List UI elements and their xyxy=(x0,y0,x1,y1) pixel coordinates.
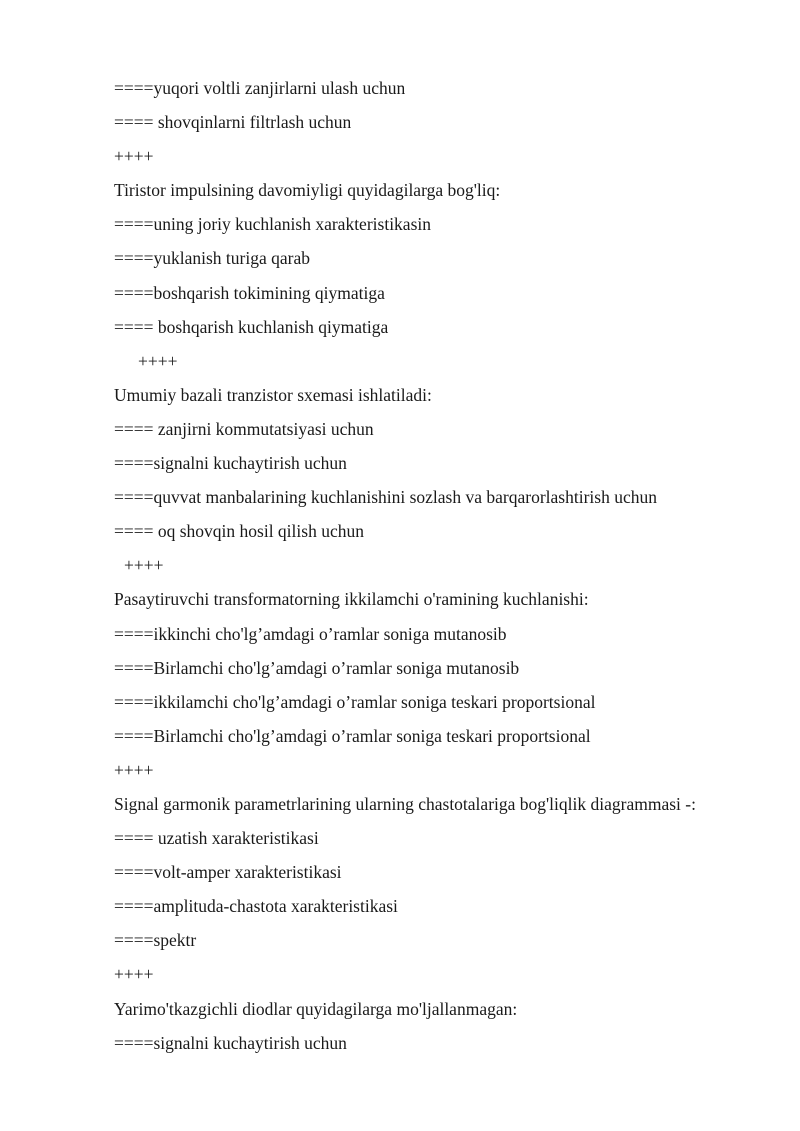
answer-option: ====ikkinchi cho'lg’amdagi o’ramlar soniga mutanosib xyxy=(114,623,507,644)
answer-option: ====yuqori voltli zanjirlarni ulash uchun xyxy=(114,78,406,98)
answer-option: ==== oq shovqin hosil qilish uchun xyxy=(114,521,364,542)
answer-option: ====volt-amper xarakteristikasi xyxy=(114,862,342,883)
question-text: Umumiy bazali tranzistor sxemasi ishlatiladi: xyxy=(114,384,432,405)
answer-option: ====ikkilamchi cho'lg’amdagi o’ramlar soniga teskari proportsional xyxy=(114,691,596,712)
answer-option: ==== shovqinlarni filtrlash uchun xyxy=(114,112,352,133)
answer-option: ==== boshqarish kuchlanish qiymatiga xyxy=(114,316,389,337)
answer-option: ====quvvat manbalarining kuchlanishini sozlash va barqarorlashtirish uchun xyxy=(114,487,657,508)
test-question-list xyxy=(114,76,774,1065)
question-separator: ++++ xyxy=(114,759,154,780)
answer-option: ====uning joriy kuchlanish xarakteristikasin xyxy=(114,214,431,235)
answer-option: ====amplituda-chastota xarakteristikasi xyxy=(114,896,398,917)
question-text: Pasaytiruvchi transformatorning ikkilamchi o'ramining kuchlanishi: xyxy=(114,589,589,610)
question-text: Signal garmonik parametrlarining ularning chastotalariga bog'liqlik diagrammasi -: xyxy=(114,793,696,814)
answer-option: ====yuklanish turiga qarab xyxy=(114,248,310,269)
question-text: Tiristor impulsining davomiyligi quyidagilarga bog'liq: xyxy=(114,180,501,201)
question-separator: ++++ xyxy=(138,350,178,371)
answer-option: ====signalni kuchaytirish uchun xyxy=(114,453,347,474)
question-separator: ++++ xyxy=(114,146,154,167)
answer-option: ==== zanjirni kommutatsiyasi uchun xyxy=(114,418,374,439)
question-text: Yarimo'tkazgichli diodlar quyidagilarga mo'ljallanmagan: xyxy=(114,998,518,1019)
answer-option: ====signalni kuchaytirish uchun xyxy=(114,1032,347,1053)
answer-option: ==== uzatish xarakteristikasi xyxy=(114,828,319,849)
question-separator: ++++ xyxy=(124,555,164,576)
answer-option: ====Birlamchi cho'lg’amdagi o’ramlar soniga teskari proportsional xyxy=(114,725,591,746)
answer-option: ====Birlamchi cho'lg’amdagi o’ramlar soniga mutanosib xyxy=(114,657,520,678)
question-separator: ++++ xyxy=(114,964,154,985)
answer-option: ====boshqarish tokimining qiymatiga xyxy=(114,282,385,303)
answer-option: ====spektr xyxy=(114,930,197,951)
